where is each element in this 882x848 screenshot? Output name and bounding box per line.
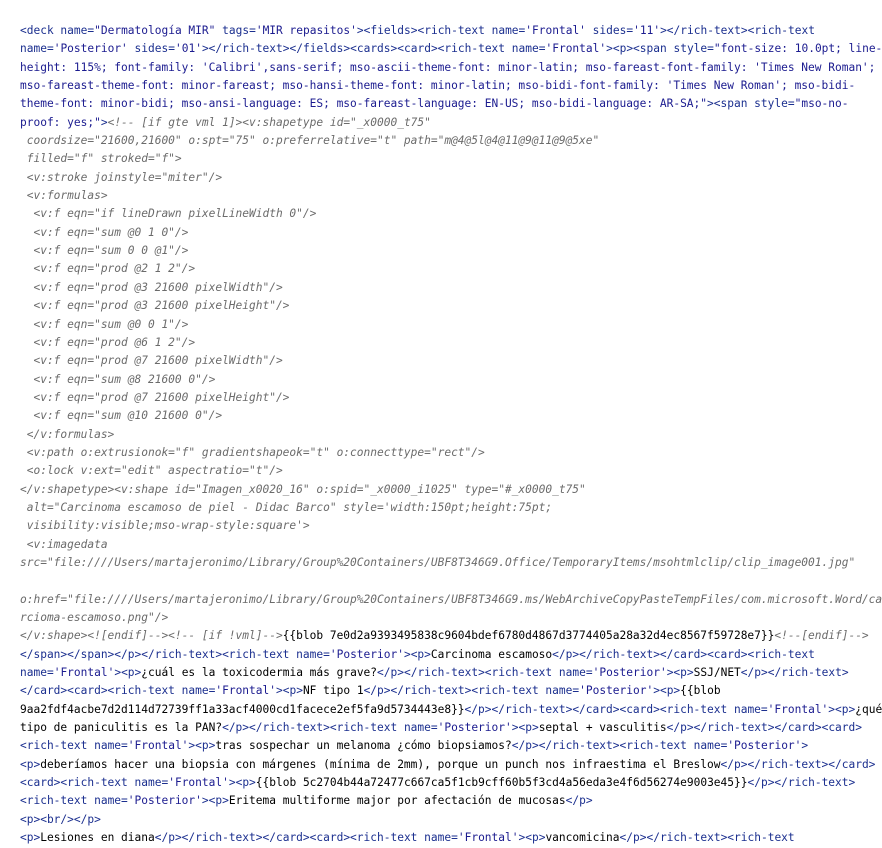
- code-token: <v:f eqn="prod @3 21600 pixelHeight"/>: [20, 299, 290, 313]
- code-token: 'Frontal': [525, 24, 586, 37]
- code-token: <v:f eqn="prod @7 21600 pixelHeight"/>: [20, 390, 290, 404]
- code-token: ><p>: [518, 831, 546, 845]
- code-token: =: [720, 739, 728, 753]
- code-token: <p>: [20, 757, 41, 771]
- code-token: 'Posterior': [437, 721, 512, 735]
- code-token: tipo de paniculitis es la PAN?: [20, 721, 223, 735]
- code-token: o:href="file:////Users/martajeronimo/Library/Group%20Containers/UBF8T346G9.ms/WebArchiveCopyPasteTempFiles/com.microsoft.Word/ca: [20, 592, 882, 606]
- code-token: <rich-text: [20, 794, 95, 808]
- code-line: [20, 609, 848, 627]
- code-token: 'Frontal': [168, 776, 229, 790]
- code-token: <v:imagedata: [20, 537, 108, 551]
- code-line: [20, 664, 848, 682]
- code-token: <card><rich-text: [20, 776, 135, 790]
- code-token: <v:f eqn="prod @7 21600 pixelWidth"/>: [20, 354, 283, 368]
- code-token: 'Posterior': [592, 666, 667, 680]
- code-token: deberíamos hacer una biopsia con márgenes (mínima de 2mm), porque un punch nos infraestima el Breslow: [40, 757, 721, 771]
- code-token: '11': [633, 24, 661, 37]
- code-token: "Dermatología MIR": [94, 24, 216, 37]
- code-token: =: [518, 24, 526, 37]
- code-line: [20, 426, 848, 444]
- code-line: [20, 481, 848, 499]
- code-token: </p></rich-text><rich-text: [511, 739, 694, 753]
- code-line: [20, 297, 848, 315]
- code-line: [20, 224, 848, 242]
- code-token: name: [491, 24, 519, 37]
- code-token: </p></rich-text></card><card><rich-text: [464, 702, 734, 716]
- code-line: [20, 242, 848, 260]
- code-token: visibility:visible;mso-wrap-style:square'>: [20, 519, 310, 533]
- code-line: [20, 59, 876, 77]
- code-line: [20, 719, 862, 737]
- code-line: [20, 554, 856, 572]
- code-token: </p></rich-text></card>: [720, 757, 876, 771]
- code-token: </p>: [565, 794, 593, 808]
- code-token: =: [323, 647, 330, 661]
- code-line: [20, 462, 848, 480]
- code-token: =: [161, 776, 169, 790]
- code-token: ¿cuál es la toxicodermia más grave?: [141, 666, 378, 680]
- code-token: NF tipo 1: [302, 684, 364, 698]
- code-token: name: [94, 794, 122, 808]
- code-line: [20, 591, 882, 609]
- code-token: </v:shape><![endif]--><!-- [if !vml]-->: [20, 629, 283, 643]
- code-token: name: [94, 739, 122, 753]
- code-token: </span></span></p></rich-text><rich-text: [20, 647, 297, 661]
- code-line: [20, 737, 848, 755]
- code-line: [20, 572, 848, 590]
- code-token: ><p>: [511, 721, 539, 735]
- code-token: [128, 42, 135, 55]
- code-token: ></rich-text><rich-text: [660, 24, 815, 37]
- code-token: <v:f eqn="sum @0 0 1"/>: [20, 317, 189, 331]
- code-token: 'Posterior': [579, 684, 654, 698]
- code-token: >: [801, 739, 809, 753]
- code-token: name: [20, 42, 47, 56]
- code-token: Carcinoma escamoso: [430, 647, 553, 661]
- code-token: </p></rich-text><rich-text: [377, 666, 559, 680]
- code-token: 'Frontal': [457, 831, 519, 845]
- code-line: [20, 499, 848, 517]
- code-token: </p></rich-text><rich-text: [363, 684, 546, 698]
- code-token: =: [430, 721, 438, 735]
- code-token: <p>: [20, 831, 41, 845]
- code-line: [20, 169, 848, 187]
- code-token: septal + vasculitis: [538, 721, 667, 735]
- code-token: </p></rich-text><rich-text: [619, 831, 795, 845]
- code-token: =: [121, 794, 128, 808]
- code-token: vancomicina: [545, 831, 620, 845]
- code-line: [20, 627, 869, 645]
- code-line: [20, 829, 848, 847]
- code-token: {{blob 5c2704b44a72477c667ca5f1cb9cff60b5f3cd4a56eda3e4f6d56274e9003e45}}: [255, 776, 748, 790]
- code-token: 'Frontal': [53, 666, 115, 680]
- code-token: ><p>: [666, 666, 694, 680]
- code-token: </v:shapetype><v:shape id="Imagen_x0020_16" o:spid="_x0000_i1025" type="#_x0000_t75": [20, 482, 586, 496]
- code-token: <v:f eqn="sum @8 21600 0"/>: [20, 372, 216, 386]
- code-line: [20, 701, 882, 719]
- code-line: [20, 114, 848, 132]
- code-token: =: [760, 702, 768, 716]
- code-token: </p></rich-text></card><card><rich-text: [552, 647, 815, 661]
- code-token: tags: [222, 24, 250, 37]
- code-token: <v:f eqn="sum 0 0 @1"/>: [20, 244, 189, 258]
- code-token: name: [296, 647, 324, 661]
- code-token: rcioma-escamoso.png"/>: [20, 611, 169, 624]
- code-token: 'Frontal': [127, 739, 189, 753]
- code-line: [20, 334, 848, 352]
- code-token: name: [693, 739, 721, 753]
- code-token: sides: [134, 42, 169, 56]
- code-token: 'Posterior': [53, 42, 128, 56]
- code-token: 'Frontal': [215, 684, 276, 698]
- code-token: </card><card><rich-text: [20, 684, 182, 698]
- code-token: 'Posterior': [329, 647, 404, 661]
- code-line: [20, 646, 848, 664]
- code-token: =: [538, 42, 546, 56]
- code-line: [20, 517, 848, 535]
- code-token: <v:path o:extrusionok="f" gradientshapeok="t" o:connecttype="rect"/>: [20, 445, 485, 459]
- code-token: theme-font: minor-bidi; mso-ansi-language: ES; mso-fareast-language: EN-US; mso-bidi-language: AR-SA;": [20, 97, 708, 111]
- code-line: [20, 792, 848, 810]
- code-token: <v:f eqn="sum @10 21600 0"/>: [20, 409, 223, 423]
- code-token: <v:formulas>: [20, 189, 108, 203]
- code-line: [20, 407, 848, 425]
- code-token: <v:f eqn="sum @0 1 0"/>: [20, 225, 189, 239]
- code-token: </p></rich-text>: [740, 666, 849, 680]
- code-token: =: [249, 24, 256, 37]
- code-token: </v:formulas>: [20, 427, 115, 441]
- code-token: height: 115%; font-family: 'Calibri',sans-serif; mso-ascii-theme-font: minor-latin; mso-fareast-font-family: 'Times New Roman';: [20, 60, 876, 74]
- code-token: ><p>: [403, 647, 431, 661]
- code-token: <v:stroke joinstyle="miter"/>: [20, 170, 223, 184]
- code-token: </p></rich-text></card><card>: [666, 721, 862, 735]
- code-token: style: [754, 97, 788, 111]
- code-line: [20, 371, 848, 389]
- code-token: name: [511, 42, 539, 56]
- code-token: 'Frontal': [767, 702, 829, 716]
- code-token: ><p>: [828, 702, 856, 716]
- code-line: [20, 77, 856, 95]
- code-token: Lesiones en diana: [40, 831, 155, 845]
- code-line: [20, 756, 876, 774]
- code-token: sides: [592, 24, 627, 37]
- code-token: filled="f" stroked="f">: [20, 152, 182, 166]
- code-token: ¿qué: [855, 702, 882, 716]
- code-token: [586, 24, 593, 37]
- code-token: =: [168, 42, 175, 56]
- code-line: [20, 95, 848, 113]
- code-token: name: [60, 24, 88, 37]
- code-token: "mso-no-: [794, 97, 849, 111]
- code-token: ><p><span: [606, 42, 674, 56]
- code-token: style: [673, 42, 708, 56]
- code-token: </p></rich-text>: [747, 776, 856, 790]
- code-token: SSJ/NET: [693, 666, 741, 680]
- code-token: {{blob: [680, 684, 721, 698]
- code-token: =: [707, 42, 714, 56]
- code-token: =: [46, 42, 54, 56]
- code-token: 'Frontal': [545, 42, 607, 56]
- code-line: [20, 205, 848, 223]
- code-token: <!-- [if gte vml 1]><v:shapetype id="_x0000_t75": [107, 115, 431, 129]
- code-token: <v:f eqn="if lineDrawn pixelLineWidth 0"/>: [20, 207, 317, 221]
- code-token: ><p>: [275, 684, 303, 698]
- code-token: =: [46, 666, 54, 680]
- code-token: <o:lock v:ext="edit" aspectratio="t"/>: [20, 464, 283, 478]
- code-token: '01': [174, 42, 202, 56]
- code-line: [20, 352, 848, 370]
- code-token: alt="Carcinoma escamoso de piel - Didac Barco" style='width:150pt;height:75pt;: [20, 500, 553, 514]
- code-token: 9aa2fdf4acbe7d2d114d72739ff1a33acf4000cd1facece2ef5fa9d5734443e8}}: [20, 702, 465, 716]
- code-token: <!--[endif]-->: [774, 629, 869, 643]
- code-line: [20, 316, 848, 334]
- code-token: =: [572, 684, 580, 698]
- code-token: name: [558, 666, 586, 680]
- code-token: >: [100, 115, 108, 129]
- code-token: name: [403, 721, 431, 735]
- code-line: [20, 444, 848, 462]
- code-line: [20, 536, 848, 554]
- code-line: [20, 260, 848, 278]
- code-line: [20, 811, 848, 829]
- code-token: =: [451, 831, 458, 845]
- code-token: 'Posterior': [727, 739, 802, 753]
- code-token: <deck: [20, 24, 61, 37]
- code-line: [20, 682, 848, 700]
- code-token: <v:f eqn="prod @2 1 2"/>: [20, 262, 196, 276]
- code-token: <rich-text: [20, 739, 95, 753]
- code-token: proof: yes;": [20, 115, 101, 129]
- code-token: </p></rich-text></card><card><rich-text: [154, 831, 425, 845]
- code-token: Eritema multiforme major por afectación de mucosas: [228, 794, 566, 808]
- code-token: name: [181, 684, 209, 698]
- code-token: =: [208, 684, 216, 698]
- code-token: 'Posterior': [127, 794, 202, 808]
- code-token: name: [733, 702, 761, 716]
- code-token: ><span: [707, 97, 755, 111]
- code-line: [20, 132, 848, 150]
- code-line: [20, 774, 856, 792]
- code-token: ><p>: [114, 666, 142, 680]
- code-token: mso-fareast-theme-font: minor-fareast; mso-hansi-theme-font: minor-latin; mso-bidi-font-family: 'Times New Roman'; mso-bidi-: [20, 79, 856, 93]
- code-token: =: [787, 97, 795, 111]
- code-token: name: [545, 684, 573, 698]
- code-token: "font-size: 10.0pt; line-: [713, 42, 882, 56]
- code-view: [20, 22, 882, 847]
- code-token: ></rich-text></fields><cards><card><rich-text: [201, 42, 512, 56]
- code-token: ><p>: [228, 776, 256, 790]
- code-token: tras sospechar un melanoma ¿cómo biopsiamos?: [215, 739, 512, 753]
- code-line: [20, 22, 848, 40]
- code-line: [20, 40, 882, 58]
- code-token: <p><br/></p>: [20, 812, 101, 826]
- code-token: 'MIR repasitos': [255, 24, 357, 37]
- code-token: </p></rich-text><rich-text: [222, 721, 404, 735]
- code-token: {{blob 7e0d2a9393495838c9604bdef6780d4867d3774405a28a32d4ec8567f59728e7}}: [282, 629, 775, 643]
- code-token: name: [20, 666, 47, 680]
- code-token: src="file:////Users/martajeronimo/Library/Group%20Containers/UBF8T346G9.Office/TemporaryItems/msohtmlclip/clip_image001.jpg": [20, 555, 856, 569]
- code-token: =: [87, 24, 95, 37]
- code-token: ><p>: [653, 684, 681, 698]
- code-token: ><fields><rich-text: [356, 24, 492, 37]
- code-token: name: [424, 831, 452, 845]
- code-line: [20, 150, 848, 168]
- code-token: ><p>: [201, 794, 229, 808]
- code-token: <v:f eqn="prod @3 21600 pixelWidth"/>: [20, 280, 283, 294]
- code-token: <v:f eqn="prod @6 1 2"/>: [20, 335, 196, 349]
- code-line: [20, 187, 848, 205]
- code-line: [20, 389, 848, 407]
- code-token: coordsize="21600,21600" o:spt="75" o:preferrelative="t" path="m@4@5l@4@11@9@11@9@5xe": [20, 134, 600, 148]
- code-token: =: [585, 666, 593, 680]
- code-token: =: [121, 739, 128, 753]
- code-line: [20, 279, 848, 297]
- code-token: ><p>: [188, 739, 216, 753]
- code-token: =: [626, 24, 634, 37]
- code-token: name: [134, 776, 162, 790]
